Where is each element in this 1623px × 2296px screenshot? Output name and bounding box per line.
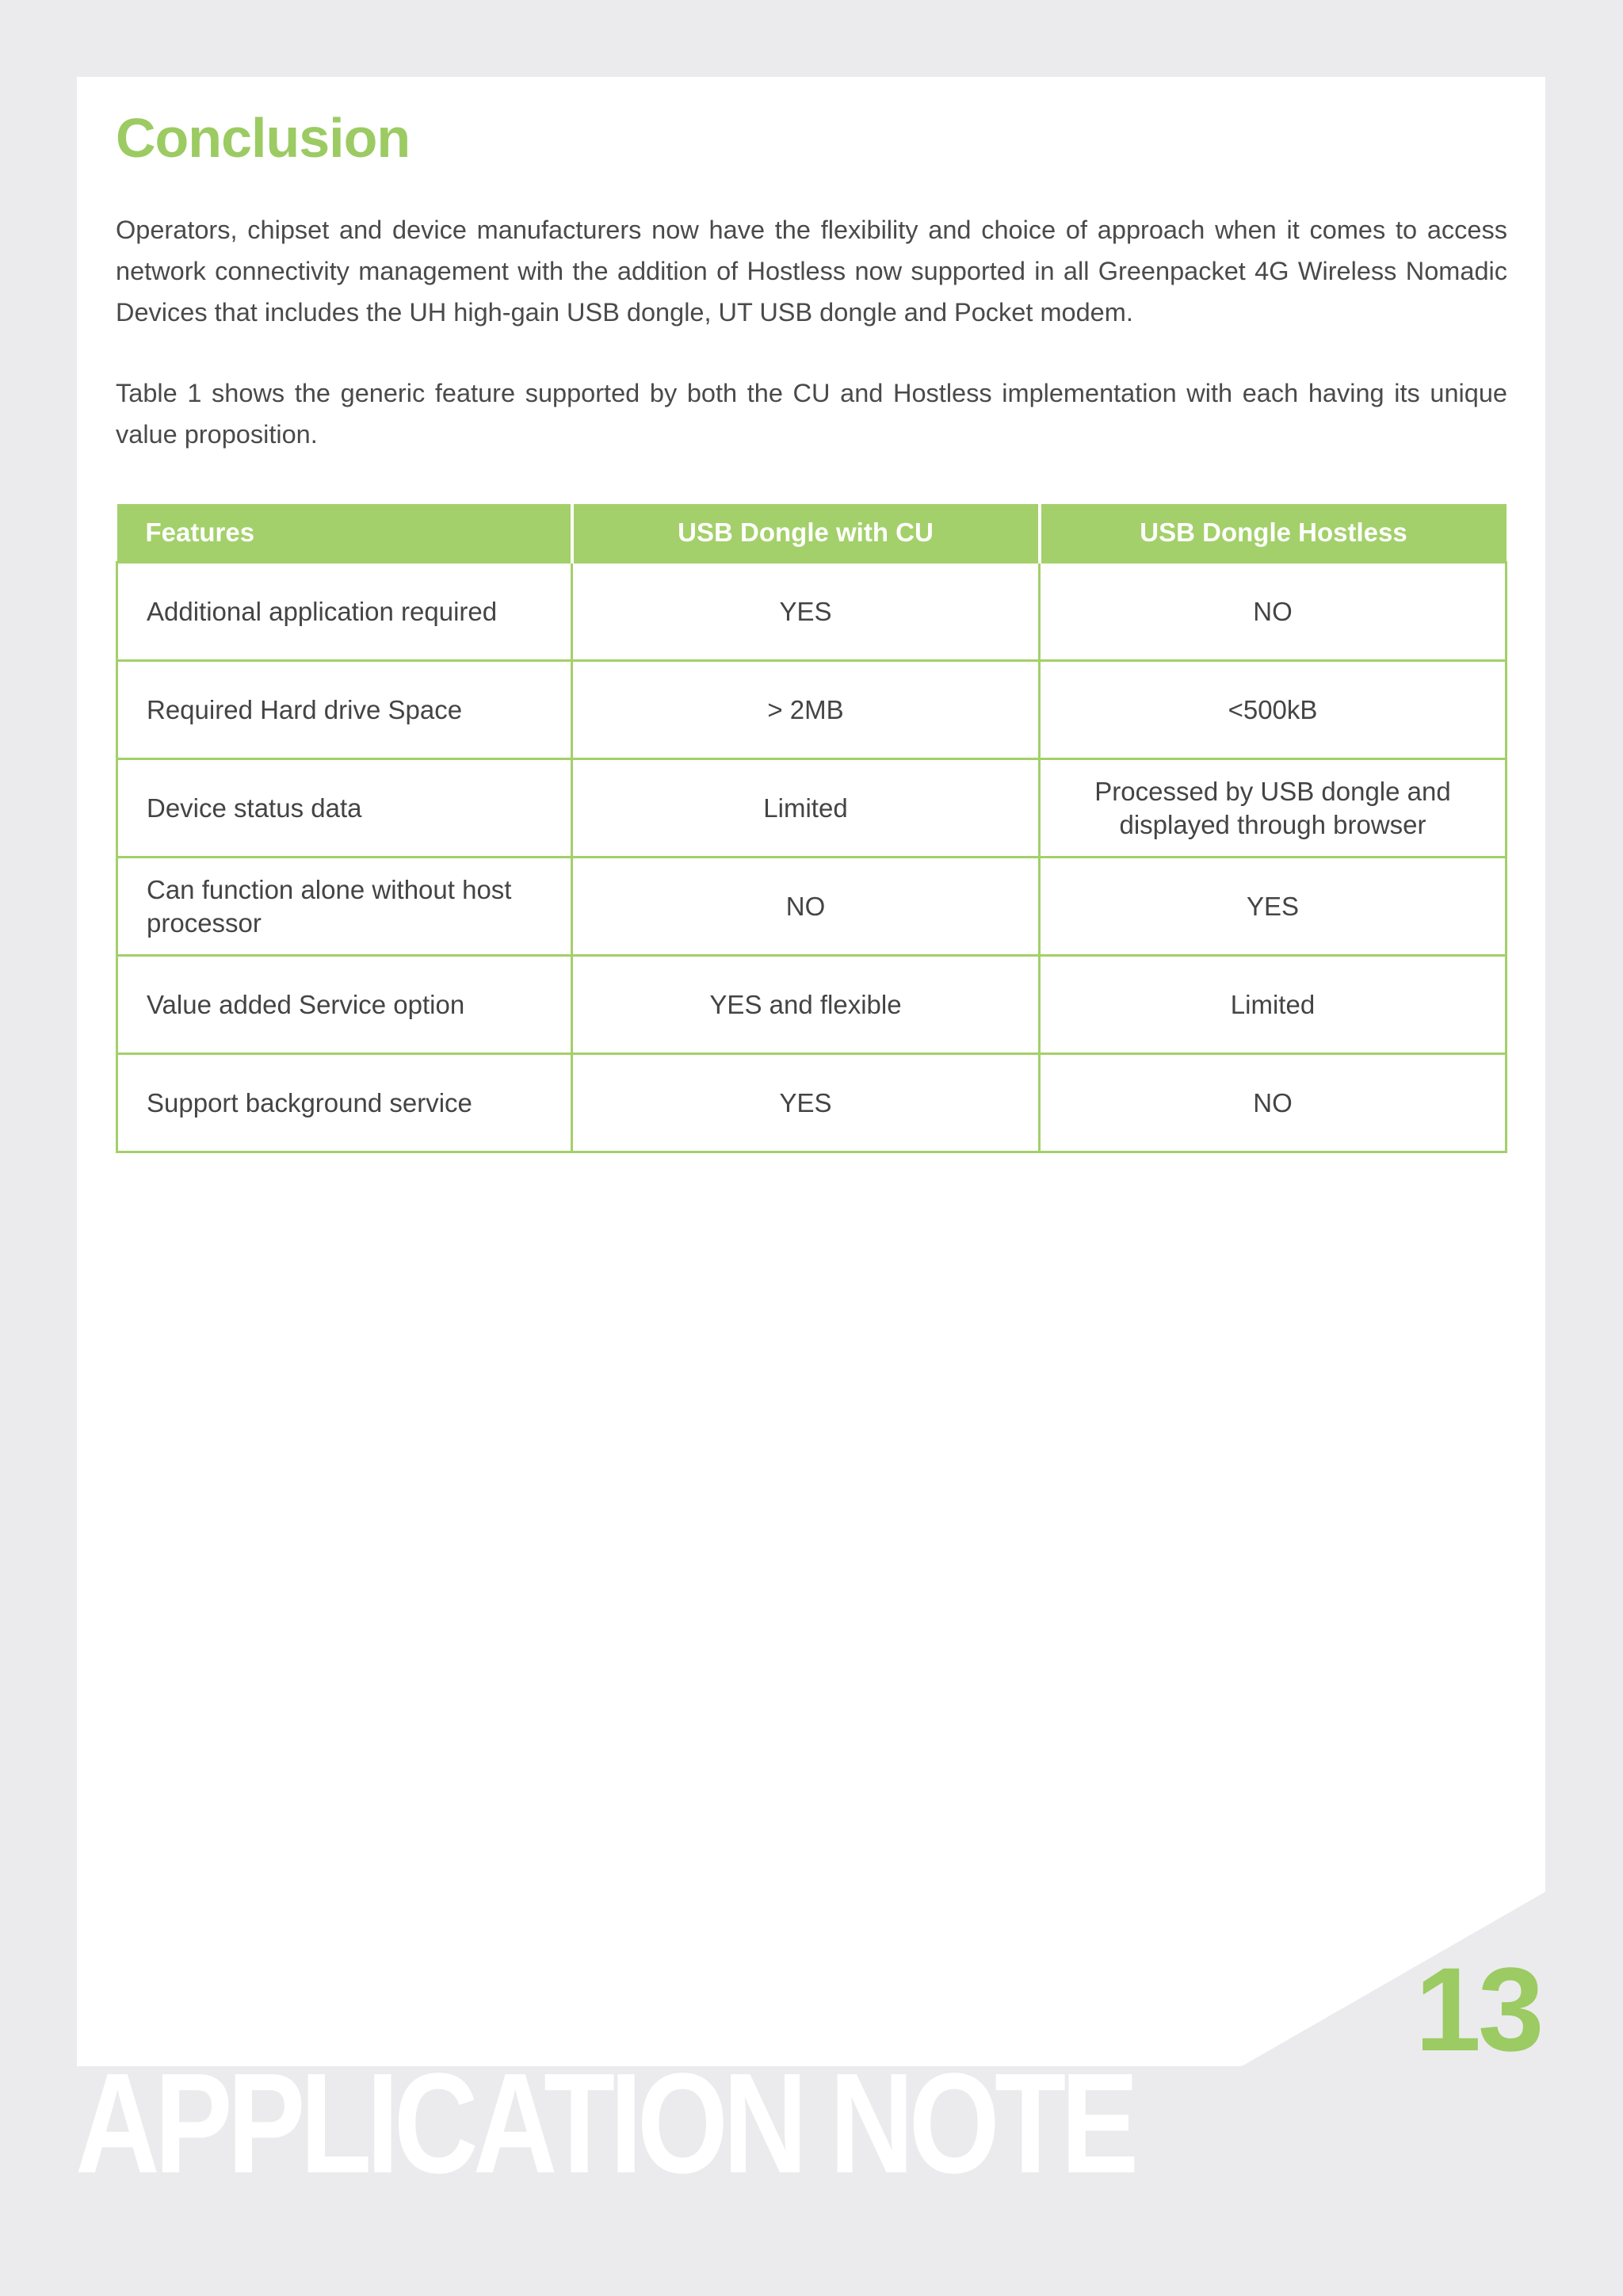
hostless-cell: Processed by USB dongle and displayed through browser: [1040, 759, 1507, 858]
cu-cell: YES and flexible: [572, 956, 1040, 1054]
table-row: [117, 661, 1507, 759]
feature-cell: Additional application required: [117, 563, 572, 661]
hostless-cell: YES: [1040, 858, 1507, 956]
feature-cell: Device status data: [117, 759, 572, 858]
table-row: [117, 563, 1507, 661]
feature-comparison-table: [116, 504, 1507, 1153]
cu-cell: Limited: [572, 759, 1040, 858]
application-note-watermark: APPLICATION NOTE: [75, 2044, 1134, 2203]
page-number: 13: [1415, 1943, 1541, 2076]
cu-cell: > 2MB: [572, 661, 1040, 759]
feature-cell: Can function alone without host processor: [117, 858, 572, 956]
page-title: Conclusion: [116, 107, 411, 169]
hostless-cell: NO: [1040, 1054, 1507, 1152]
header-usb-dongle-hostless: USB Dongle Hostless: [1040, 504, 1507, 563]
hostless-cell: Limited: [1040, 956, 1507, 1054]
header-features: Features: [117, 504, 572, 563]
hostless-cell: NO: [1040, 563, 1507, 661]
table-row: [117, 858, 1507, 956]
feature-cell: Support background service: [117, 1054, 572, 1152]
table-row: [117, 759, 1507, 858]
cu-cell: NO: [572, 858, 1040, 956]
table-row: [117, 1054, 1507, 1152]
table-row: [117, 956, 1507, 1054]
hostless-cell: <500kB: [1040, 661, 1507, 759]
table-header-row: [117, 504, 1507, 563]
table-description-paragraph: Table 1 shows the generic feature supported by both the CU and Hostless implementation with each having its unique value proposition.: [116, 379, 1507, 449]
feature-cell: Required Hard drive Space: [117, 661, 572, 759]
feature-cell: Value added Service option: [117, 956, 572, 1054]
cu-cell: YES: [572, 1054, 1040, 1152]
cu-cell: YES: [572, 563, 1040, 661]
intro-paragraph: Operators, chipset and device manufacturers now have the flexibility and choice of approach when it comes to access network connectivity management with the addition of Hostless now supported in all Greenpacket 4G Wireless Nomadic Devices that includes the UH high-gain USB dongle, UT USB dongle and Pocket modem.: [116, 216, 1507, 327]
header-usb-dongle-cu: USB Dongle with CU: [572, 504, 1040, 563]
